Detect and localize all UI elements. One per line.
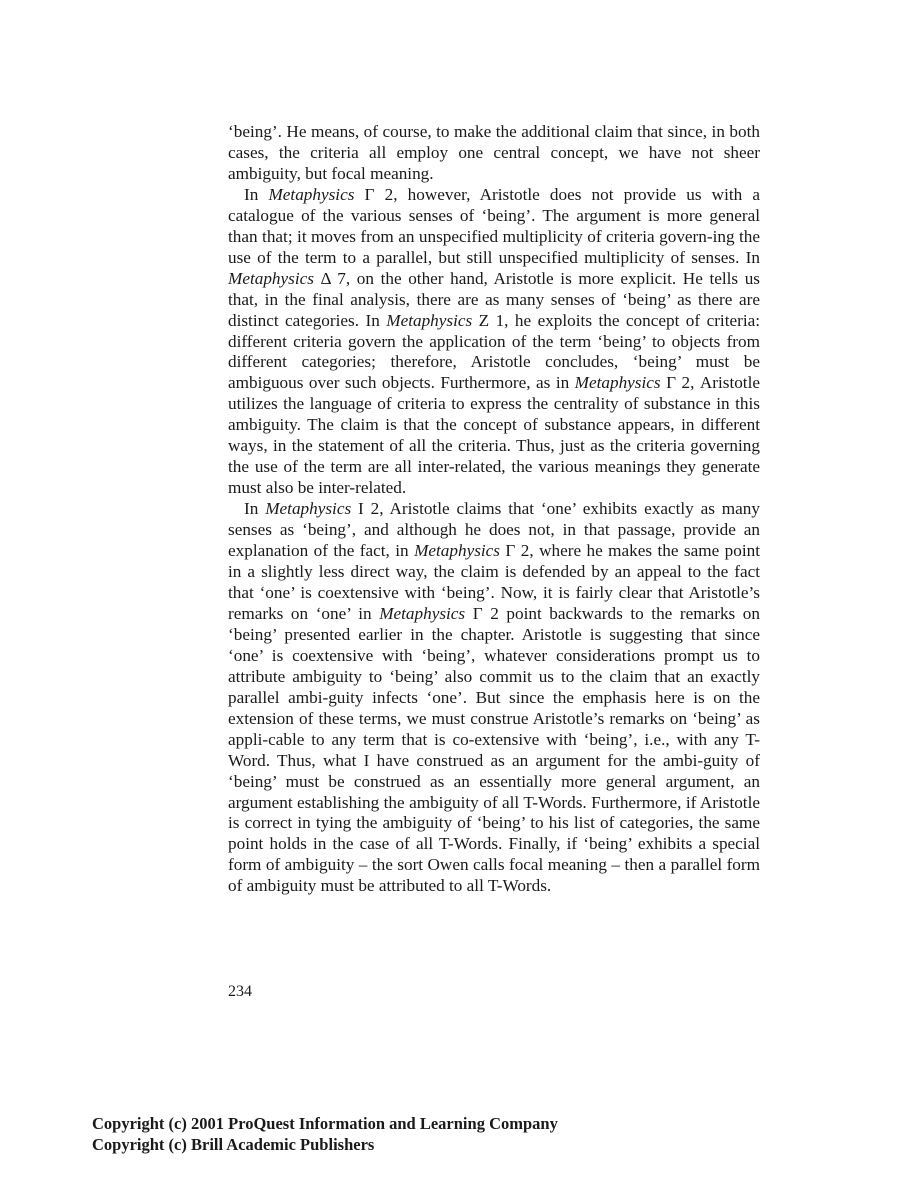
paragraph-2 bbox=[228, 185, 760, 499]
italic-title: Metaphysics bbox=[414, 541, 500, 561]
body-text bbox=[228, 122, 760, 897]
italic-title: Metaphysics bbox=[265, 499, 352, 519]
italic-title: Metaphysics bbox=[268, 184, 355, 204]
text-run: Γ 2, where he makes the same point in a slightly less direct way, the claim is defended by an appeal to the fact that ‘one’ is coextensive with ‘being’. Now, it is fairly clear that Aristotle’s remarks on ‘one’ in bbox=[228, 541, 760, 623]
copyright-line-1: Copyright (c) 2001 ProQuest Information and Learning Company bbox=[92, 1114, 558, 1133]
text-run: Δ 7, on the other hand, Aristotle is more explicit. He tells us that, in the final analysis, there are as many senses of ‘being’ as there are distinct categories. In bbox=[228, 268, 760, 330]
paragraph-3 bbox=[228, 499, 760, 897]
italic-title: Metaphysics bbox=[379, 603, 466, 623]
copyright-notice bbox=[92, 1113, 558, 1155]
text-run: In bbox=[244, 184, 269, 204]
italic-title: Metaphysics bbox=[574, 373, 661, 393]
paragraph-1 bbox=[228, 122, 760, 185]
italic-title: Metaphysics bbox=[228, 268, 314, 288]
text-run: Γ 2, Aristotle utilizes the language of criteria to express the centrality of substance in this ambiguity. The claim is that the concept of substance appears, in different ways, in the statement of all the criteria. Thus, just as the criteria governing the use of the term are all inter-related, the various meanings they generate must also be inter-related. bbox=[228, 373, 760, 498]
page-number: 234 bbox=[228, 983, 252, 1000]
copyright-line-2: Copyright (c) Brill Academic Publishers bbox=[92, 1135, 375, 1154]
italic-title: Metaphysics bbox=[386, 310, 473, 330]
text-run: Γ 2 point backwards to the remarks on ‘being’ presented earlier in the chapter. Aristotle is suggesting that since ‘one’ is coextensive with ‘being’, whatever considerations prompt us to attribute ambiguity to ‘being’ also commit us to the claim that an exactly parallel ambi-guity infects ‘one’. But since the emphasis here is on the extension of these terms, we must construe Aristotle’s remarks on ‘being’ as appli-cable to any term that is co-extensive with ‘being’, i.e., with any T-Word. Thus, what I have construed as an argument for the ambi-guity of ‘being’ must be construed as an essentially more general argument, an argument establishing the ambiguity of all T-Words. Furthermore, if Aristotle is correct in tying the ambiguity of ‘being’ to his list of categories, the same point holds in the case of all T-Words. Finally, if ‘being’ exhibits a special form of ambiguity – the sort Owen calls focal meaning – then a parallel form of ambiguity must be attributed to all T-Words. bbox=[228, 603, 760, 896]
text-run: ‘being’. He means, of course, to make the additional claim that since, in both cases, the criteria all employ one central concept, we have not sheer ambiguity, but focal meaning. bbox=[228, 122, 760, 183]
text-run: I 2, Aristotle claims that ‘one’ exhibits exactly as many senses as ‘being’, and although he does not, in that passage, provide an explanation of the fact, in bbox=[228, 499, 760, 561]
text-run: In bbox=[244, 499, 266, 519]
text-run: Z 1, he exploits the concept of criteria: different criteria govern the application of the term ‘being’ to objects from different categories; therefore, Aristotle concludes, ‘being’ must be ambiguous over such objects. Furthermore, as in bbox=[228, 310, 761, 393]
text-run: Γ 2, however, Aristotle does not provide us with a catalogue of the various senses of ‘being’. The argument is more general than that; it moves from an unspecified multiplicity of criteria govern-ing the use of the term to a parallel, but still unspecified multiplicity of senses. In bbox=[228, 184, 761, 267]
